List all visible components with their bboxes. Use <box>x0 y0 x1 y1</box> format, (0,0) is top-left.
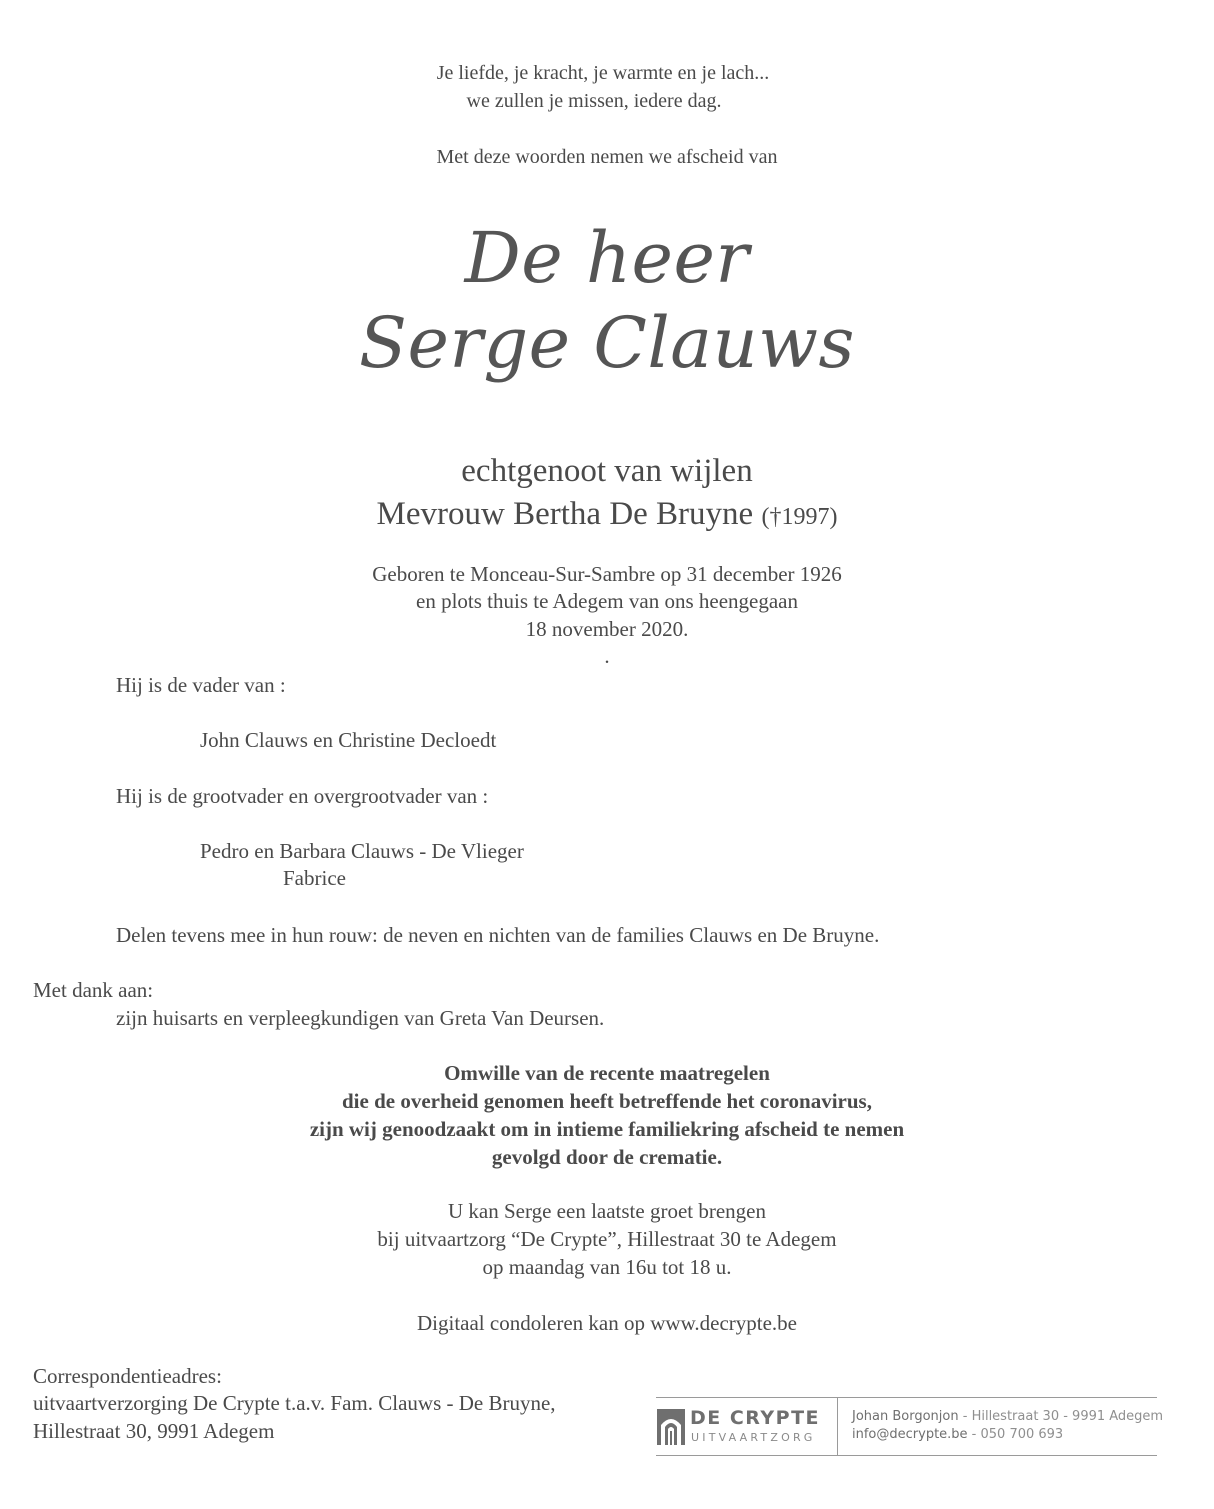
arch-icon <box>657 1409 685 1445</box>
contact-info <box>852 1408 1163 1444</box>
birth-line: Geboren te Monceau-Sur-Sambre op 31 december 1926 <box>372 562 842 586</box>
correspondence-heading: Correspondentieadres: <box>33 1364 222 1388</box>
funeral-home-logo <box>656 1406 836 1448</box>
children-names: John Clauws en Christine Decloedt <box>200 728 497 752</box>
notice-line-1: Omwille van de recente maatregelen <box>444 1061 770 1085</box>
death-date: 18 november 2020. <box>525 617 689 641</box>
contact-name: Johan Borgonjon <box>852 1409 959 1424</box>
dot-line: . <box>604 644 610 668</box>
thanks-heading: Met dank aan: <box>33 978 154 1002</box>
funeral-home-footer <box>656 1397 1164 1456</box>
death-line: en plots thuis te Adegem van ons heengegaan <box>416 589 798 613</box>
grandfather-of-heading: Hij is de grootvader en overgrootvader van : <box>116 784 489 808</box>
visit-line-3: op maandag van 16u tot 18 u. <box>482 1255 732 1279</box>
contact-phone: - 050 700 693 <box>967 1427 1064 1442</box>
father-of-heading: Hij is de vader van : <box>116 673 286 697</box>
visit-line-2: bij uitvaartzorg “De Crypte”, Hillestraat 30 te Adegem <box>377 1227 837 1251</box>
grandchildren-line-2: Fabrice <box>283 866 346 890</box>
mourning-line: Delen tevens mee in hun rouw: de neven en nichten van de families Clauws en De Bruyne. <box>116 923 880 947</box>
contact-address: - Hillestraat 30 - 9991 Adegem <box>958 1409 1164 1424</box>
deceased-name: Serge Clauws <box>359 302 855 384</box>
spouse-line: echtgenoot van wijlen <box>461 453 753 489</box>
visit-line-1: U kan Serge een laatste groet brengen <box>448 1199 766 1223</box>
notice-line-2: die de overheid genomen heeft betreffende het coronavirus, <box>342 1089 872 1113</box>
logo-divider <box>837 1398 838 1455</box>
notice-line-3: zijn wij genoodzaakt om in intieme familiekring afscheid te nemen <box>309 1117 905 1141</box>
thanks-text: zijn huisarts en verpleegkundigen van Greta Van Deursen. <box>116 1006 605 1030</box>
logo-subtitle: UITVAARTZORG <box>691 1431 816 1444</box>
spouse-name-row <box>0 493 1214 539</box>
grandchildren-line-1: Pedro en Barbara Clauws - De Vlieger <box>200 839 524 863</box>
intro-line: Met deze woorden nemen we afscheid van <box>436 146 778 168</box>
contact-row-2 <box>852 1426 1163 1444</box>
contact-email[interactable]: info@decrypte.be <box>852 1427 968 1442</box>
notice-line-4: gevolgd door de crematie. <box>491 1145 723 1169</box>
deceased-title: De heer <box>464 217 750 299</box>
correspondence-line-2: Hillestraat 30, 9991 Adegem <box>33 1419 275 1443</box>
logo-name: DE CRYPTE <box>690 1407 821 1429</box>
condolence-line: Digitaal condoleren kan op www.decrypte.be <box>417 1311 797 1335</box>
spouse-name: Mevrouw Bertha De Bruyne <box>376 496 754 532</box>
correspondence-line-1: uitvaartverzorging De Crypte t.a.v. Fam. Clauws - De Bruyne, <box>33 1391 556 1415</box>
spouse-death-year: (†1997) <box>761 504 838 530</box>
contact-row-1 <box>852 1408 1163 1426</box>
poem-line-1: Je liefde, je kracht, je warmte en je lach... <box>436 62 770 84</box>
poem-line-2: we zullen je missen, iedere dag. <box>466 90 722 112</box>
